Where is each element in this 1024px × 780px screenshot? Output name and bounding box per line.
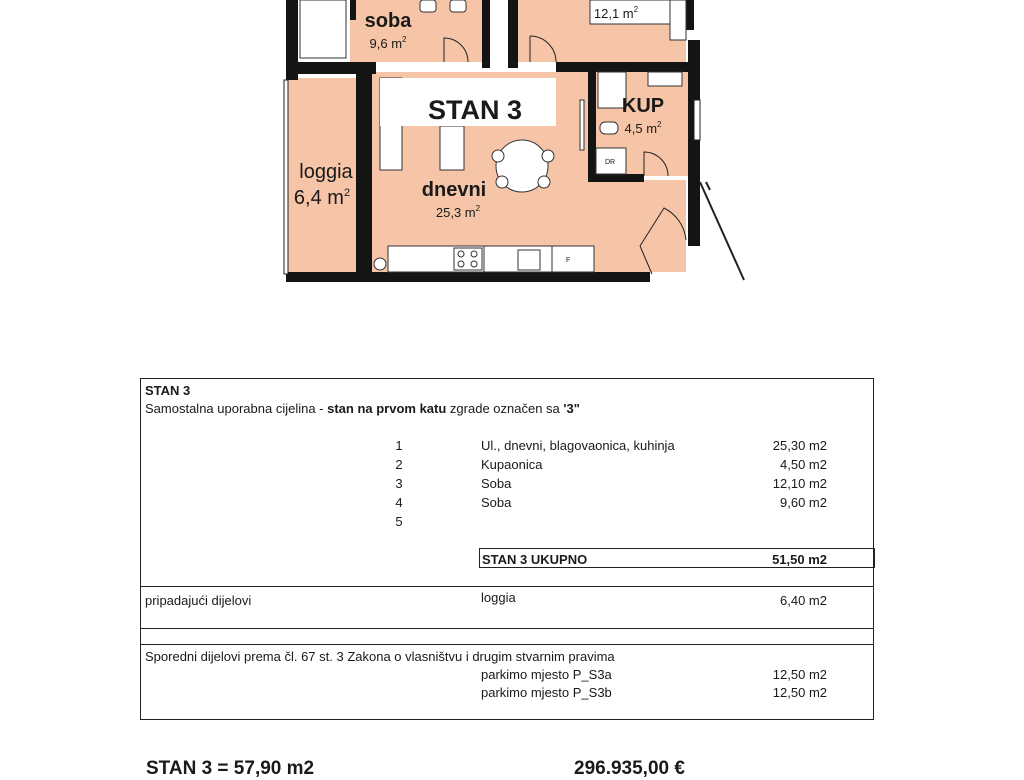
divider — [141, 644, 874, 645]
floor-plan — [0, 0, 1024, 300]
room-name-dnevni: dnevni — [421, 179, 487, 201]
room-area-kup: 4,5 $m^2$ — [624, 120, 662, 136]
table-title: STAN 3 — [145, 383, 191, 398]
belonging-item: loggia — [481, 590, 516, 605]
room-name-kup: KUP — [621, 95, 665, 117]
table-description: Samostalna uporabna cijelina - stan na prvom katu zgrade označen sa '3" — [145, 401, 580, 416]
room-area-soba-large: 12,1 $m^2$ — [593, 5, 639, 21]
room-area-loggia: 6,4 $m^2$ — [293, 187, 351, 209]
total-label: STAN 3 UKUPNO — [482, 552, 588, 567]
total-value: 51,50 m2 — [772, 552, 827, 567]
area-table: STAN 3 Samostalna uporabna cijelina - stan na prvom katu zgrade označen sa '3" 1 Ul., dnevni, blagovaonica, kuhinja 25,30 m2 2 Kupaonica 4,50 m2 3 Soba 12,10 m2 4 Soba 9,60 m2 5 STAN 3 UKUPNO 51,50 m2 pripadajući dijelovi loggia 6,40 m2 Sporedni dijelovi prema čl. 67 st. 3 Zakona o vlasništvu i drugim stvarnim pravima parkimo mjesto P_S3a 12,50 m2 parkimo mjesto P_S3b 12,50 m2 — [140, 378, 874, 720]
belonging-label: pripadajući dijelovi — [145, 593, 252, 608]
apartment-label: STAN 3 — [427, 95, 523, 125]
room-area-dnevni: 25,3 $m^2$ — [435, 204, 481, 220]
footer-price: 296.935,00 € — [574, 758, 685, 779]
footer-total-area: STAN 3 = 57,90 m2 — [146, 758, 315, 779]
secondary-label: Sporedni dijelovi prema čl. 67 st. 3 Zakona o vlasništvu i drugim stvarnim pravima — [145, 649, 615, 664]
dr-label: DR — [605, 159, 616, 166]
room-area-soba: 9,6 $m^2$ — [369, 35, 407, 51]
room-name-loggia: loggia — [299, 161, 353, 183]
room-name-soba: soba — [364, 10, 412, 32]
divider — [141, 586, 874, 587]
divider — [141, 628, 874, 629]
belonging-area: 6,40 m2 — [780, 593, 827, 608]
f-label: F — [566, 257, 571, 264]
